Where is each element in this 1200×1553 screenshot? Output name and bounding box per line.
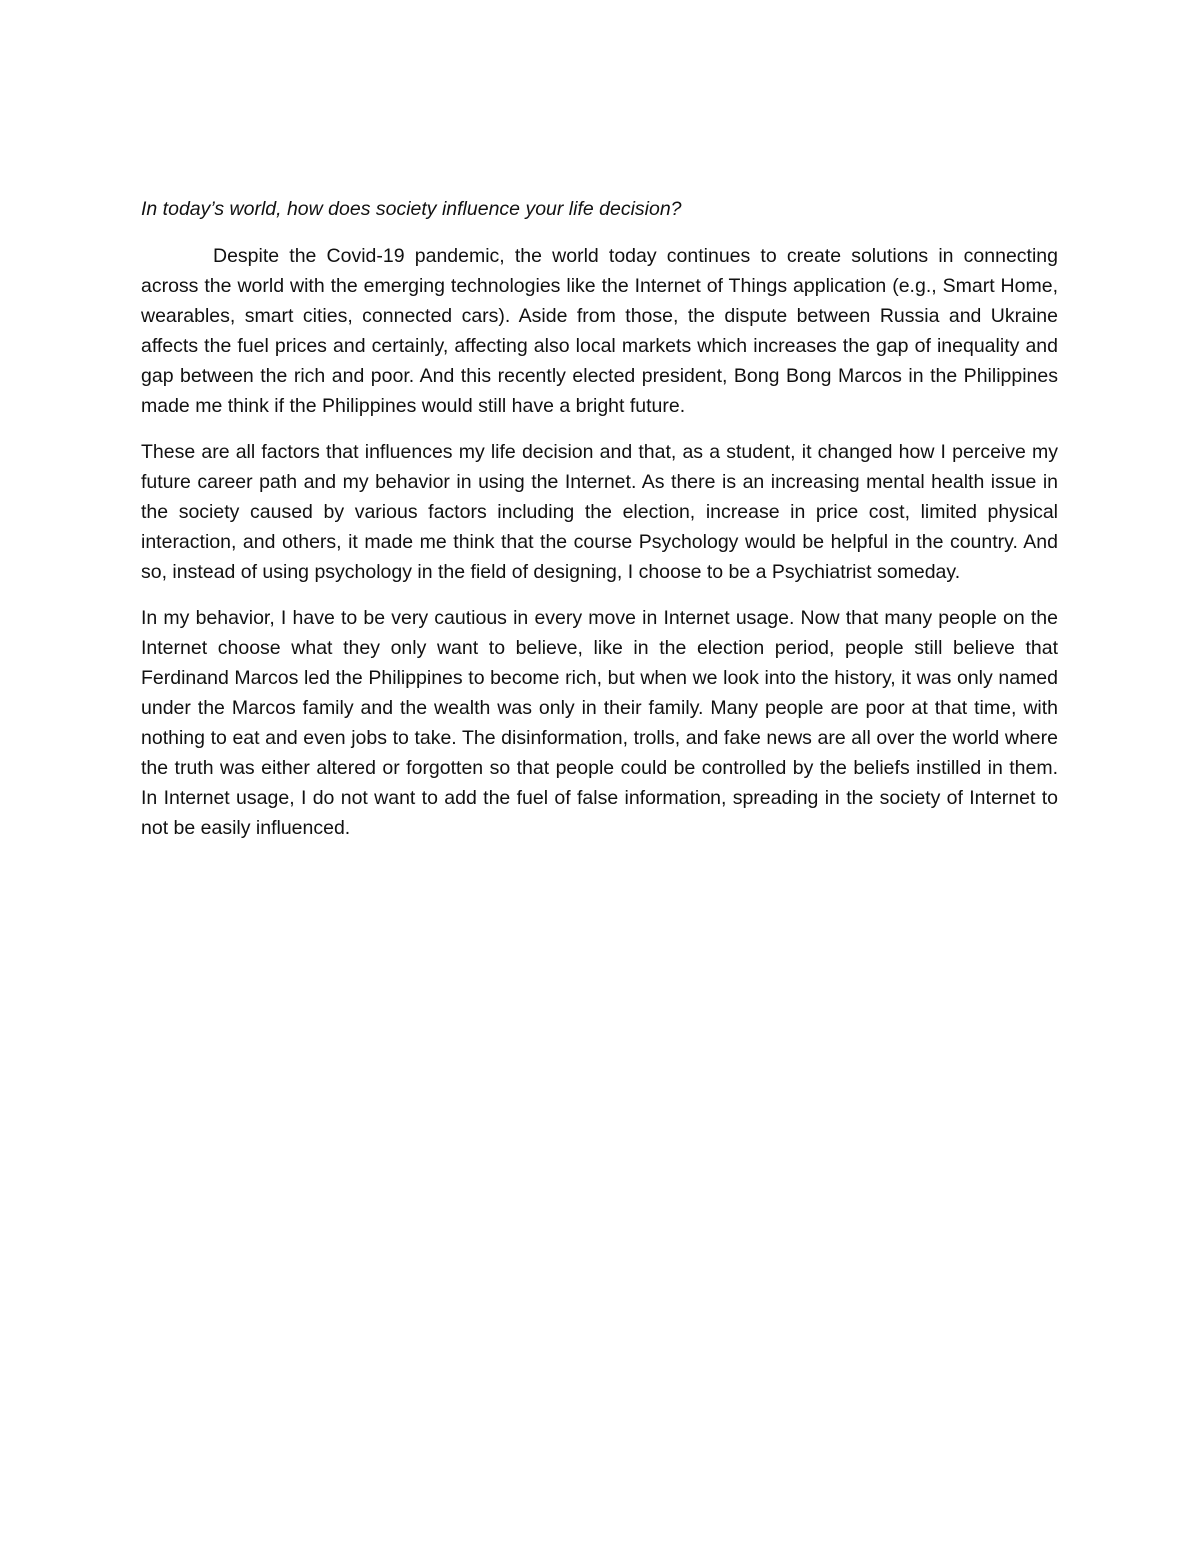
document-body xyxy=(141,194,1058,859)
essay-question: In today’s world, how does society influence your life decision? xyxy=(141,198,682,220)
paragraph-2: These are all factors that influences my life decision and that, as a student, it changed how I perceive my future career path and my behavior in using the Internet. As there is an increasing mental health issue in the society caused by various factors including the election, increase in price cost, limited physical interaction, and others, it made me think that the course Psychology would be helpful in the country. And so, instead of using psychology in the field of designing, I choose to be a Psychiatrist someday. xyxy=(141,441,1058,583)
paragraph-3: In my behavior, I have to be very cautious in every move in Internet usage. Now that many people on the Internet choose what they only want to believe, like in the election period, people still believe that Ferdinand Marcos led the Philippines to become rich, but when we look into the history, it was only named under the Marcos family and the wealth was only in their family. Many people are poor at that time, with nothing to eat and even jobs to take. The disinformation, trolls, and fake news are all over the world where the truth was either altered or forgotten so that people could be controlled by the beliefs instilled in them. In Internet usage, I do not want to add the fuel of false information, spreading in the society of Internet to not be easily influenced. xyxy=(141,607,1058,839)
paragraph-1: Despite the Covid-19 pandemic, the world today continues to create solutions in connecting across the world with the emerging technologies like the Internet of Things application (e.g., Smart Home, wearables, smart cities, connected cars). Aside from those, the dispute between Russia and Ukraine affects the fuel prices and certainly, affecting also local markets which increases the gap of inequality and gap between the rich and poor. And this recently elected president, Bong Bong Marcos in the Philippines made me think if the Philippines would still have a bright future. xyxy=(141,245,1058,417)
